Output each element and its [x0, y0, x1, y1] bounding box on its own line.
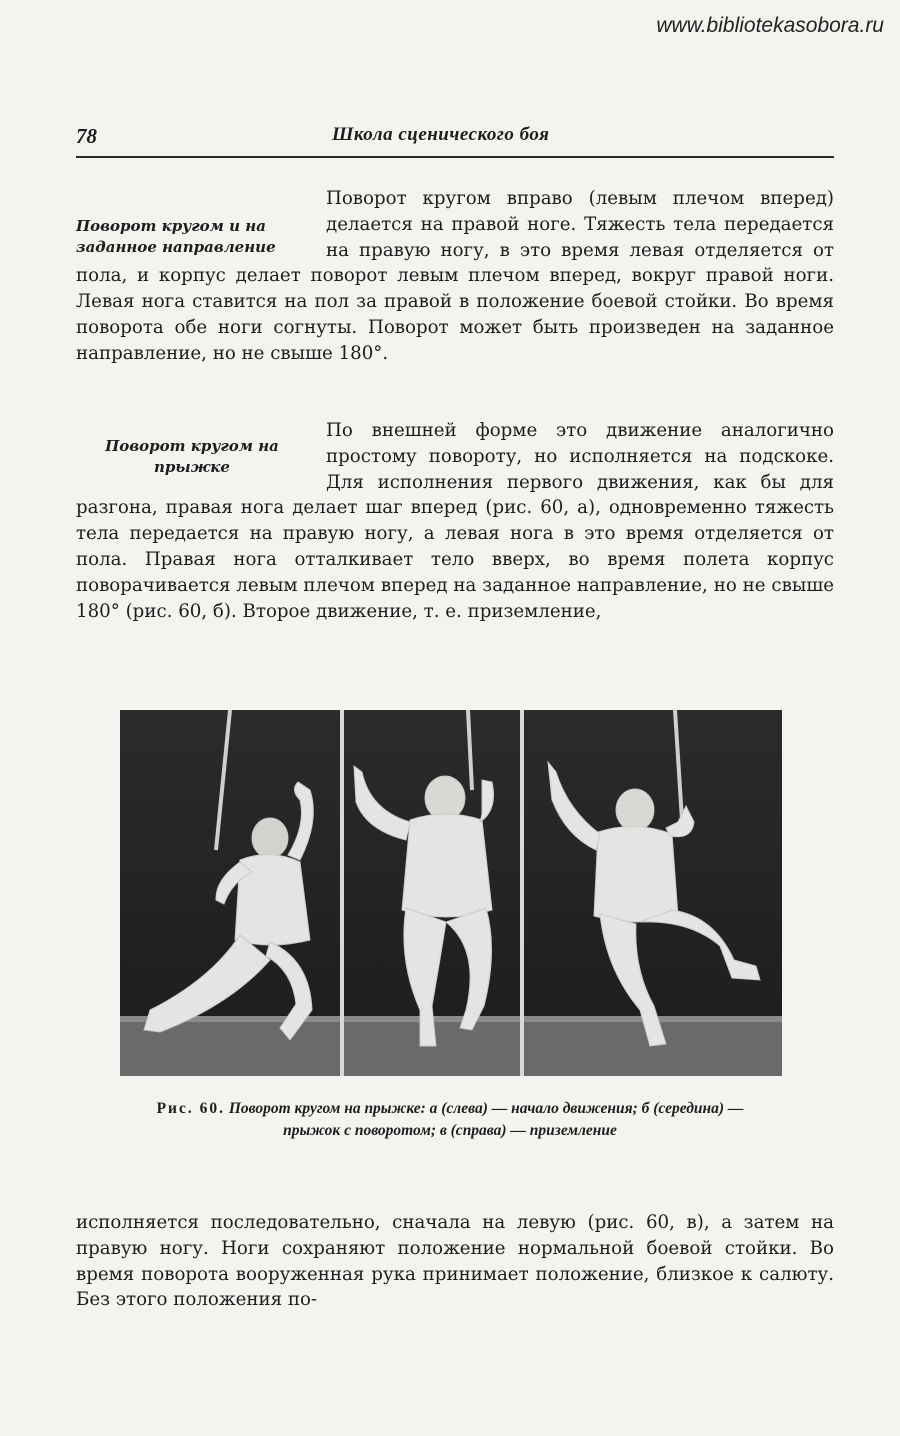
section-continuation	[76, 1210, 834, 1313]
paragraph-continuation: исполняется последовательно, сначала на левую (рис. 60, в), а затем на правую ногу. Ноги сохраняют положение нормальной боевой стойки. Во время поворота вооруженная рука принимает положение, близкое к салюту. Без этого положения по-	[76, 1212, 834, 1311]
watermark: www.bibliotekasobora.ru	[656, 14, 884, 37]
figure-label: Рис. 60.	[156, 1100, 225, 1117]
section-turn-around	[76, 186, 834, 367]
figure-caption-text: Поворот кругом на прыжке: а (слева) — начало движения; б (середина) — прыжок с поворотом; в (справа) — приземление	[228, 1100, 744, 1139]
figure-caption	[130, 1098, 770, 1142]
sidehead-jump-turn: Поворот кругом на прыжке	[105, 437, 279, 476]
paragraph-turn-around: Поворот кругом вправо (левым плечом вперед) делается на правой ноге. Тяжесть тела передается на правую ногу, в это время левая отделяется от пола, и корпус делает поворот левым плечом вперед, вокруг правой ноги. Левая нога ставится на пол за правой в положение боевой стойки. Во время поворота обе ноги согнуты. Поворот может быть произведен на заданное направление, но не свыше 180°.	[76, 188, 834, 364]
figure-60-photo	[120, 710, 782, 1076]
running-head	[76, 122, 834, 158]
section-jump-turn	[76, 418, 834, 624]
photo-illustration	[120, 710, 782, 1076]
sidehead-turn-around: Поворот кругом и на заданное направление	[76, 217, 276, 256]
running-title: Школа сценического боя	[332, 124, 550, 145]
paragraph-jump-turn: По внешней форме это движение аналогично простому повороту, но исполняется на подскоке. Для исполнения первого движения, как бы для разгона, правая нога делает шаг вперед (рис. 60, а), одновременно тяжесть тела передается на правую ногу, а левая нога в это время отделяется от пола. Правая нога отталкивает тело вверх, во время полета корпус поворачивается левым плечом вперед на заданное направление, но не свыше 180° (рис. 60, б). Второе движение, т. е. приземление,	[76, 420, 834, 622]
page-number: 78	[76, 124, 97, 148]
